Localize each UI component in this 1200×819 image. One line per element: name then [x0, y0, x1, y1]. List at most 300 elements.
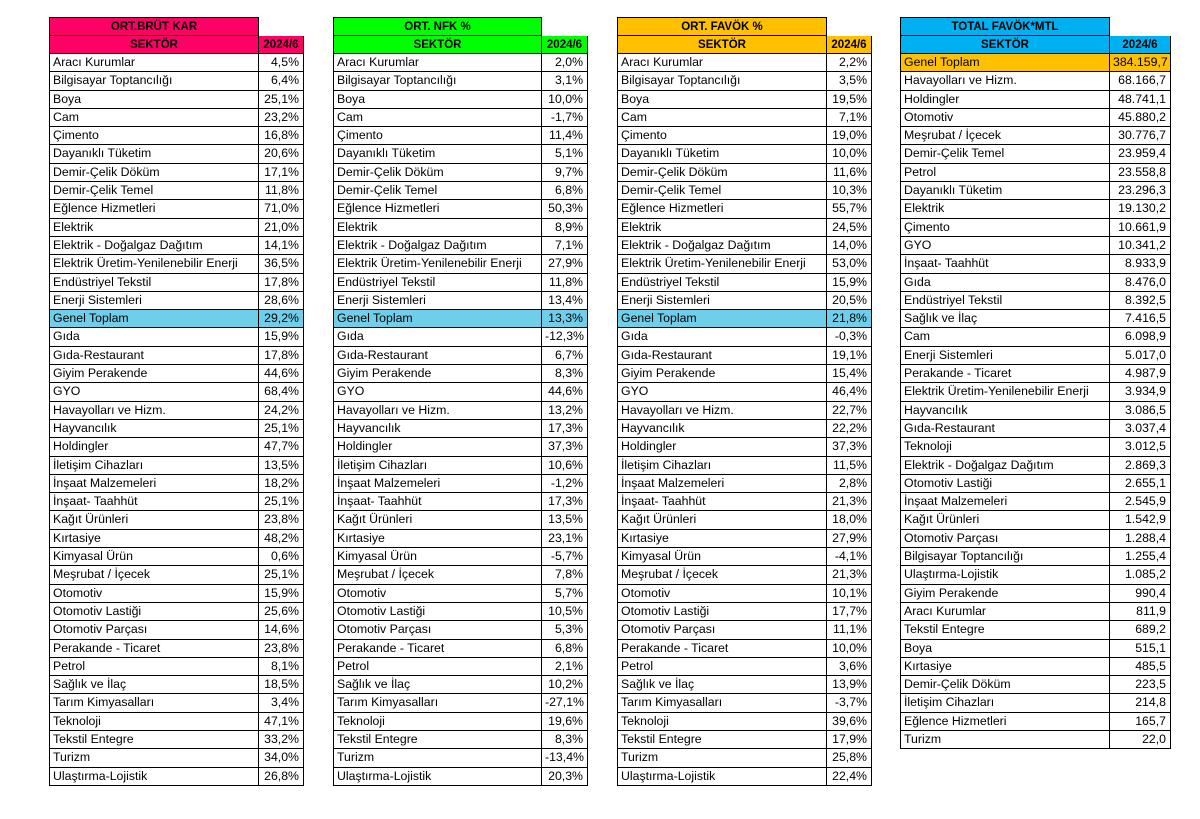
table-row [49, 72, 304, 90]
value-cell: 6,8% [542, 640, 588, 658]
table-row [900, 603, 1171, 621]
table-row [900, 54, 1171, 72]
value-cell: 37,3% [542, 438, 588, 456]
table-row [900, 457, 1171, 475]
table-row [900, 383, 1171, 401]
table-row [333, 749, 588, 767]
value-cell: 485,5 [1110, 658, 1171, 676]
value-cell: 24,2% [259, 402, 304, 420]
table-row [900, 145, 1171, 163]
table-row [900, 530, 1171, 548]
value-cell: -3,7% [827, 694, 872, 712]
sector-name-cell: Petrol [49, 658, 259, 676]
table-row [617, 658, 872, 676]
sector-name-cell: Çimento [333, 127, 542, 145]
sector-name-cell: İnşaat- Taahhüt [900, 255, 1110, 273]
sector-name-cell: Havayolları ve Hizm. [617, 402, 827, 420]
value-cell: 4,5% [259, 54, 304, 72]
value-cell: 29,2% [259, 310, 304, 328]
value-cell: 15,4% [827, 365, 872, 383]
value-cell: 55,7% [827, 200, 872, 218]
value-cell: 33,2% [259, 731, 304, 749]
value-cell: 165,7 [1110, 713, 1171, 731]
sector-name-cell: GYO [617, 383, 827, 401]
table-row [617, 530, 872, 548]
sector-name-cell: İnşaat Malzemeleri [617, 475, 827, 493]
table-ort-nfk [333, 17, 588, 786]
table-title: ORT. NFK % [333, 17, 542, 36]
sector-name-cell: Eğlence Hizmetleri [900, 713, 1110, 731]
sector-name-cell: Ulaştırma-Lojistik [617, 768, 827, 786]
sector-name-cell: Tekstil Entegre [900, 621, 1110, 639]
table-title-row [900, 17, 1171, 36]
table-row [49, 640, 304, 658]
value-cell: 8.476,0 [1110, 274, 1171, 292]
table-row [333, 511, 588, 529]
table-row [333, 237, 588, 255]
value-cell: -1,2% [542, 475, 588, 493]
value-cell: 10,5% [542, 603, 588, 621]
table-row [617, 402, 872, 420]
sector-name-cell: Çimento [900, 219, 1110, 237]
sector-name-cell: Enerji Sistemleri [333, 292, 542, 310]
value-cell: 23,2% [259, 109, 304, 127]
sector-name-cell: Demir-Çelik Temel [333, 182, 542, 200]
table-row [49, 457, 304, 475]
value-cell: -0,3% [827, 328, 872, 346]
table-row [333, 621, 588, 639]
table-row [617, 54, 872, 72]
table-row [900, 475, 1171, 493]
value-cell: 10.661,9 [1110, 219, 1171, 237]
value-cell: 23.959,4 [1110, 145, 1171, 163]
value-cell: 2.655,1 [1110, 475, 1171, 493]
table-title: ORT.BRÜT KAR [49, 17, 259, 36]
table-row [617, 328, 872, 346]
sector-name-cell: Otomotiv Lastiği [333, 603, 542, 621]
sector-name-cell: Demir-Çelik Döküm [333, 164, 542, 182]
sector-name-cell: Holdingler [333, 438, 542, 456]
table-row [49, 347, 304, 365]
sector-name-cell: Teknoloji [49, 713, 259, 731]
sector-name-cell: Boya [617, 91, 827, 109]
sector-name-cell: İletişim Cihazları [900, 694, 1110, 712]
value-cell: 10,6% [542, 457, 588, 475]
table-row [333, 566, 588, 584]
value-cell: 11,5% [827, 457, 872, 475]
table-row [333, 548, 588, 566]
sector-name-cell: Meşrubat / İçecek [900, 127, 1110, 145]
value-cell: 811,9 [1110, 603, 1171, 621]
value-cell: 10,0% [827, 640, 872, 658]
value-cell: 24,5% [827, 219, 872, 237]
table-row [333, 457, 588, 475]
sector-name-cell: Kağıt Ürünleri [617, 511, 827, 529]
sector-name-cell: Kırtasiye [617, 530, 827, 548]
sector-name-cell: Petrol [617, 658, 827, 676]
sector-name-cell: Giyim Perakende [333, 365, 542, 383]
value-cell: 19,0% [827, 127, 872, 145]
table-row [617, 164, 872, 182]
sector-name-cell: Meşrubat / İçecek [333, 566, 542, 584]
table-header-row [333, 36, 588, 54]
value-cell: 27,9% [542, 255, 588, 273]
table-row [49, 274, 304, 292]
table-row [49, 694, 304, 712]
table-title-row [333, 17, 588, 36]
table-row [617, 493, 872, 511]
sector-name-cell: Enerji Sistemleri [900, 347, 1110, 365]
table-row [900, 127, 1171, 145]
column-header-sector: SEKTÖR [333, 36, 542, 54]
value-cell: 8.392,5 [1110, 292, 1171, 310]
sector-name-cell: Demir-Çelik Temel [49, 182, 259, 200]
sector-name-cell: Kimyasal Ürün [333, 548, 542, 566]
value-cell: 17,8% [259, 274, 304, 292]
column-header-sector: SEKTÖR [617, 36, 827, 54]
sector-name-cell: Genel Toplam [900, 54, 1110, 72]
value-cell: 223,5 [1110, 676, 1171, 694]
value-cell: 515,1 [1110, 640, 1171, 658]
value-cell: 1.288,4 [1110, 530, 1171, 548]
sector-name-cell: Endüstriyel Tekstil [617, 274, 827, 292]
sector-name-cell: Bilgisayar Toptancılığı [333, 72, 542, 90]
sector-name-cell: Çimento [49, 127, 259, 145]
value-cell: 3.037,4 [1110, 420, 1171, 438]
table-row [900, 438, 1171, 456]
table-row [617, 438, 872, 456]
value-cell: 18,0% [827, 511, 872, 529]
value-cell: 48,2% [259, 530, 304, 548]
table-row [49, 566, 304, 584]
value-cell: 17,9% [827, 731, 872, 749]
value-cell: 5,1% [542, 145, 588, 163]
value-cell: 6.098,9 [1110, 328, 1171, 346]
table-row [49, 676, 304, 694]
sector-name-cell: İnşaat- Taahhüt [333, 493, 542, 511]
sector-name-cell: Havayolları ve Hizm. [49, 402, 259, 420]
value-cell: 14,1% [259, 237, 304, 255]
sector-name-cell: Endüstriyel Tekstil [900, 292, 1110, 310]
value-cell: 10.341,2 [1110, 237, 1171, 255]
value-cell: 17,3% [542, 420, 588, 438]
value-cell: 11,6% [827, 164, 872, 182]
table-title-row [617, 17, 872, 36]
sector-name-cell: Tarım Kimyasalları [49, 694, 259, 712]
table-row [900, 255, 1171, 273]
value-cell: 20,6% [259, 145, 304, 163]
sector-name-cell: Tekstil Entegre [333, 731, 542, 749]
table-row [617, 292, 872, 310]
table-row [900, 347, 1171, 365]
table-row [617, 457, 872, 475]
table-row [900, 274, 1171, 292]
table-row [49, 548, 304, 566]
sector-name-cell: Teknoloji [900, 438, 1110, 456]
sector-name-cell: Petrol [900, 164, 1110, 182]
sector-name-cell: GYO [900, 237, 1110, 255]
sector-name-cell: Otomotiv [900, 109, 1110, 127]
value-cell: 21,0% [259, 219, 304, 237]
table-row [900, 164, 1171, 182]
value-cell: 3.086,5 [1110, 402, 1171, 420]
sector-name-cell: Cam [49, 109, 259, 127]
value-cell: 50,3% [542, 200, 588, 218]
value-cell: 13,4% [542, 292, 588, 310]
sector-name-cell: Cam [617, 109, 827, 127]
table-row [900, 621, 1171, 639]
sector-name-cell: Otomotiv Parçası [333, 621, 542, 639]
sector-name-cell: Kimyasal Ürün [617, 548, 827, 566]
sector-name-cell: Boya [900, 640, 1110, 658]
table-row [49, 310, 304, 328]
table-row [49, 420, 304, 438]
table-row [333, 640, 588, 658]
table-row [900, 237, 1171, 255]
sector-name-cell: Elektrik [49, 219, 259, 237]
sector-name-cell: Genel Toplam [333, 310, 542, 328]
table-row [333, 420, 588, 438]
sector-name-cell: İnşaat- Taahhüt [49, 493, 259, 511]
table-row [49, 768, 304, 786]
value-cell: 27,9% [827, 530, 872, 548]
sector-name-cell: İletişim Cihazları [49, 457, 259, 475]
value-cell: -5,7% [542, 548, 588, 566]
table-row [333, 164, 588, 182]
sector-name-cell: İnşaat Malzemeleri [900, 493, 1110, 511]
sector-name-cell: Otomotiv Lastiği [617, 603, 827, 621]
table-row [333, 54, 588, 72]
value-cell: 21,8% [827, 310, 872, 328]
value-cell: 23,1% [542, 530, 588, 548]
value-cell: 53,0% [827, 255, 872, 273]
sector-name-cell: Enerji Sistemleri [617, 292, 827, 310]
table-row [49, 658, 304, 676]
sector-name-cell: Elektrik Üretim-Yenilenebilir Enerji [49, 255, 259, 273]
table-row [333, 694, 588, 712]
table-row [900, 109, 1171, 127]
value-cell: 45.880,2 [1110, 109, 1171, 127]
sector-name-cell: Endüstriyel Tekstil [333, 274, 542, 292]
sector-name-cell: Boya [49, 91, 259, 109]
sector-name-cell: Eğlence Hizmetleri [617, 200, 827, 218]
value-cell: 3,6% [827, 658, 872, 676]
table-row [617, 640, 872, 658]
table-row [333, 109, 588, 127]
sector-name-cell: Turizm [49, 749, 259, 767]
value-cell: 7.416,5 [1110, 310, 1171, 328]
table-row [900, 585, 1171, 603]
table-row [333, 219, 588, 237]
value-cell: 25,8% [827, 749, 872, 767]
sector-name-cell: Sağlık ve İlaç [49, 676, 259, 694]
table-row [333, 402, 588, 420]
sector-name-cell: Bilgisayar Toptancılığı [617, 72, 827, 90]
table-ort-favok [617, 17, 872, 786]
sector-name-cell: Genel Toplam [617, 310, 827, 328]
value-cell: 2,1% [542, 658, 588, 676]
table-row [333, 200, 588, 218]
table-row [333, 127, 588, 145]
value-cell: 2.869,3 [1110, 457, 1171, 475]
sector-name-cell: Bilgisayar Toptancılığı [900, 548, 1110, 566]
sector-name-cell: Gıda [49, 328, 259, 346]
table-row [49, 292, 304, 310]
table-row [617, 365, 872, 383]
value-cell: 13,5% [542, 511, 588, 529]
sector-name-cell: Kırtasiye [333, 530, 542, 548]
table-row [900, 493, 1171, 511]
sector-name-cell: Demir-Çelik Temel [900, 145, 1110, 163]
table-row [617, 621, 872, 639]
sector-name-cell: Demir-Çelik Temel [617, 182, 827, 200]
sector-name-cell: Tekstil Entegre [617, 731, 827, 749]
sector-name-cell: Enerji Sistemleri [49, 292, 259, 310]
table-row [49, 237, 304, 255]
sector-name-cell: Gıda [617, 328, 827, 346]
table-row [900, 219, 1171, 237]
table-row [617, 749, 872, 767]
value-cell: 47,7% [259, 438, 304, 456]
sector-name-cell: Aracı Kurumlar [49, 54, 259, 72]
value-cell: 19,6% [542, 713, 588, 731]
sector-name-cell: Elektrik - Doğalgaz Dağıtım [49, 237, 259, 255]
table-row [333, 475, 588, 493]
value-cell: 214,8 [1110, 694, 1171, 712]
sector-name-cell: GYO [49, 383, 259, 401]
value-cell: 48.741,1 [1110, 91, 1171, 109]
table-row [900, 402, 1171, 420]
value-cell: 14,0% [827, 237, 872, 255]
value-cell: 11,8% [542, 274, 588, 292]
value-cell: 19.130,2 [1110, 200, 1171, 218]
table-row [49, 91, 304, 109]
table-row [49, 438, 304, 456]
value-cell: 1.255,4 [1110, 548, 1171, 566]
sector-name-cell: Eğlence Hizmetleri [333, 200, 542, 218]
sector-name-cell: Tarım Kimyasalları [617, 694, 827, 712]
value-cell: 10,1% [827, 585, 872, 603]
table-row [900, 200, 1171, 218]
value-cell: 5,3% [542, 621, 588, 639]
table-row [333, 365, 588, 383]
sector-name-cell: Havayolları ve Hizm. [900, 72, 1110, 90]
value-cell: 8,1% [259, 658, 304, 676]
sector-name-cell: Hayvancılık [49, 420, 259, 438]
table-row [49, 200, 304, 218]
sector-name-cell: Tekstil Entegre [49, 731, 259, 749]
value-cell: 3.012,5 [1110, 438, 1171, 456]
table-row [617, 219, 872, 237]
table-row [900, 72, 1171, 90]
sector-name-cell: Turizm [617, 749, 827, 767]
value-cell: 25,1% [259, 493, 304, 511]
value-cell: 13,9% [827, 676, 872, 694]
table-row [333, 383, 588, 401]
table-row [49, 713, 304, 731]
sector-name-cell: İnşaat- Taahhüt [617, 493, 827, 511]
sector-name-cell: Çimento [617, 127, 827, 145]
sector-name-cell: Perakande - Ticaret [900, 365, 1110, 383]
table-row [617, 768, 872, 786]
table-title: TOTAL FAVÖK*MTL [900, 17, 1110, 36]
sector-name-cell: Giyim Perakende [900, 585, 1110, 603]
sector-name-cell: Gıda-Restaurant [49, 347, 259, 365]
sector-name-cell: Bilgisayar Toptancılığı [49, 72, 259, 90]
value-cell: 68,4% [259, 383, 304, 401]
table-row [617, 676, 872, 694]
value-cell: 22,4% [827, 768, 872, 786]
value-cell: 71,0% [259, 200, 304, 218]
column-header-period: 2024/6 [1110, 36, 1171, 54]
table-row [333, 585, 588, 603]
value-cell: 21,3% [827, 566, 872, 584]
table-row [900, 420, 1171, 438]
table-row [49, 54, 304, 72]
value-cell: 17,3% [542, 493, 588, 511]
sector-name-cell: Sağlık ve İlaç [900, 310, 1110, 328]
value-cell: 689,2 [1110, 621, 1171, 639]
table-row [617, 383, 872, 401]
table-row [49, 530, 304, 548]
value-cell: 13,3% [542, 310, 588, 328]
table-row [900, 328, 1171, 346]
value-cell: -13,4% [542, 749, 588, 767]
table-row [49, 511, 304, 529]
sector-name-cell: Genel Toplam [49, 310, 259, 328]
table-row [333, 274, 588, 292]
value-cell: 0,6% [259, 548, 304, 566]
sector-name-cell: İletişim Cihazları [617, 457, 827, 475]
table-row [49, 109, 304, 127]
sector-name-cell: Havayolları ve Hizm. [333, 402, 542, 420]
value-cell: 7,8% [542, 566, 588, 584]
value-cell: 25,6% [259, 603, 304, 621]
value-cell: -4,1% [827, 548, 872, 566]
sector-name-cell: Elektrik - Doğalgaz Dağıtım [617, 237, 827, 255]
sector-name-cell: Holdingler [49, 438, 259, 456]
sector-name-cell: Otomotiv Lastiği [49, 603, 259, 621]
table-row [49, 127, 304, 145]
table-row [49, 475, 304, 493]
table-row [49, 328, 304, 346]
sector-name-cell: Otomotiv [333, 585, 542, 603]
sector-name-cell: Elektrik [333, 219, 542, 237]
table-row [617, 72, 872, 90]
table-row [49, 731, 304, 749]
value-cell: 8,9% [542, 219, 588, 237]
table-row [617, 182, 872, 200]
sector-name-cell: Turizm [900, 731, 1110, 749]
value-cell: 28,6% [259, 292, 304, 310]
value-cell: 1.542,9 [1110, 511, 1171, 529]
table-row [617, 310, 872, 328]
sector-name-cell: Cam [333, 109, 542, 127]
table-row [333, 292, 588, 310]
value-cell: 22,2% [827, 420, 872, 438]
sector-name-cell: Otomotiv Lastiği [900, 475, 1110, 493]
sector-name-cell: Ulaştırma-Lojistik [900, 566, 1110, 584]
column-header-period: 2024/6 [259, 36, 304, 54]
sector-name-cell: Elektrik Üretim-Yenilenebilir Enerji [333, 255, 542, 273]
value-cell: 20,5% [827, 292, 872, 310]
table-row [617, 548, 872, 566]
sector-name-cell: Perakande - Ticaret [617, 640, 827, 658]
table-row [900, 694, 1171, 712]
value-cell: 384.159,7 [1110, 54, 1171, 72]
value-cell: 10,0% [542, 91, 588, 109]
value-cell: 8,3% [542, 731, 588, 749]
